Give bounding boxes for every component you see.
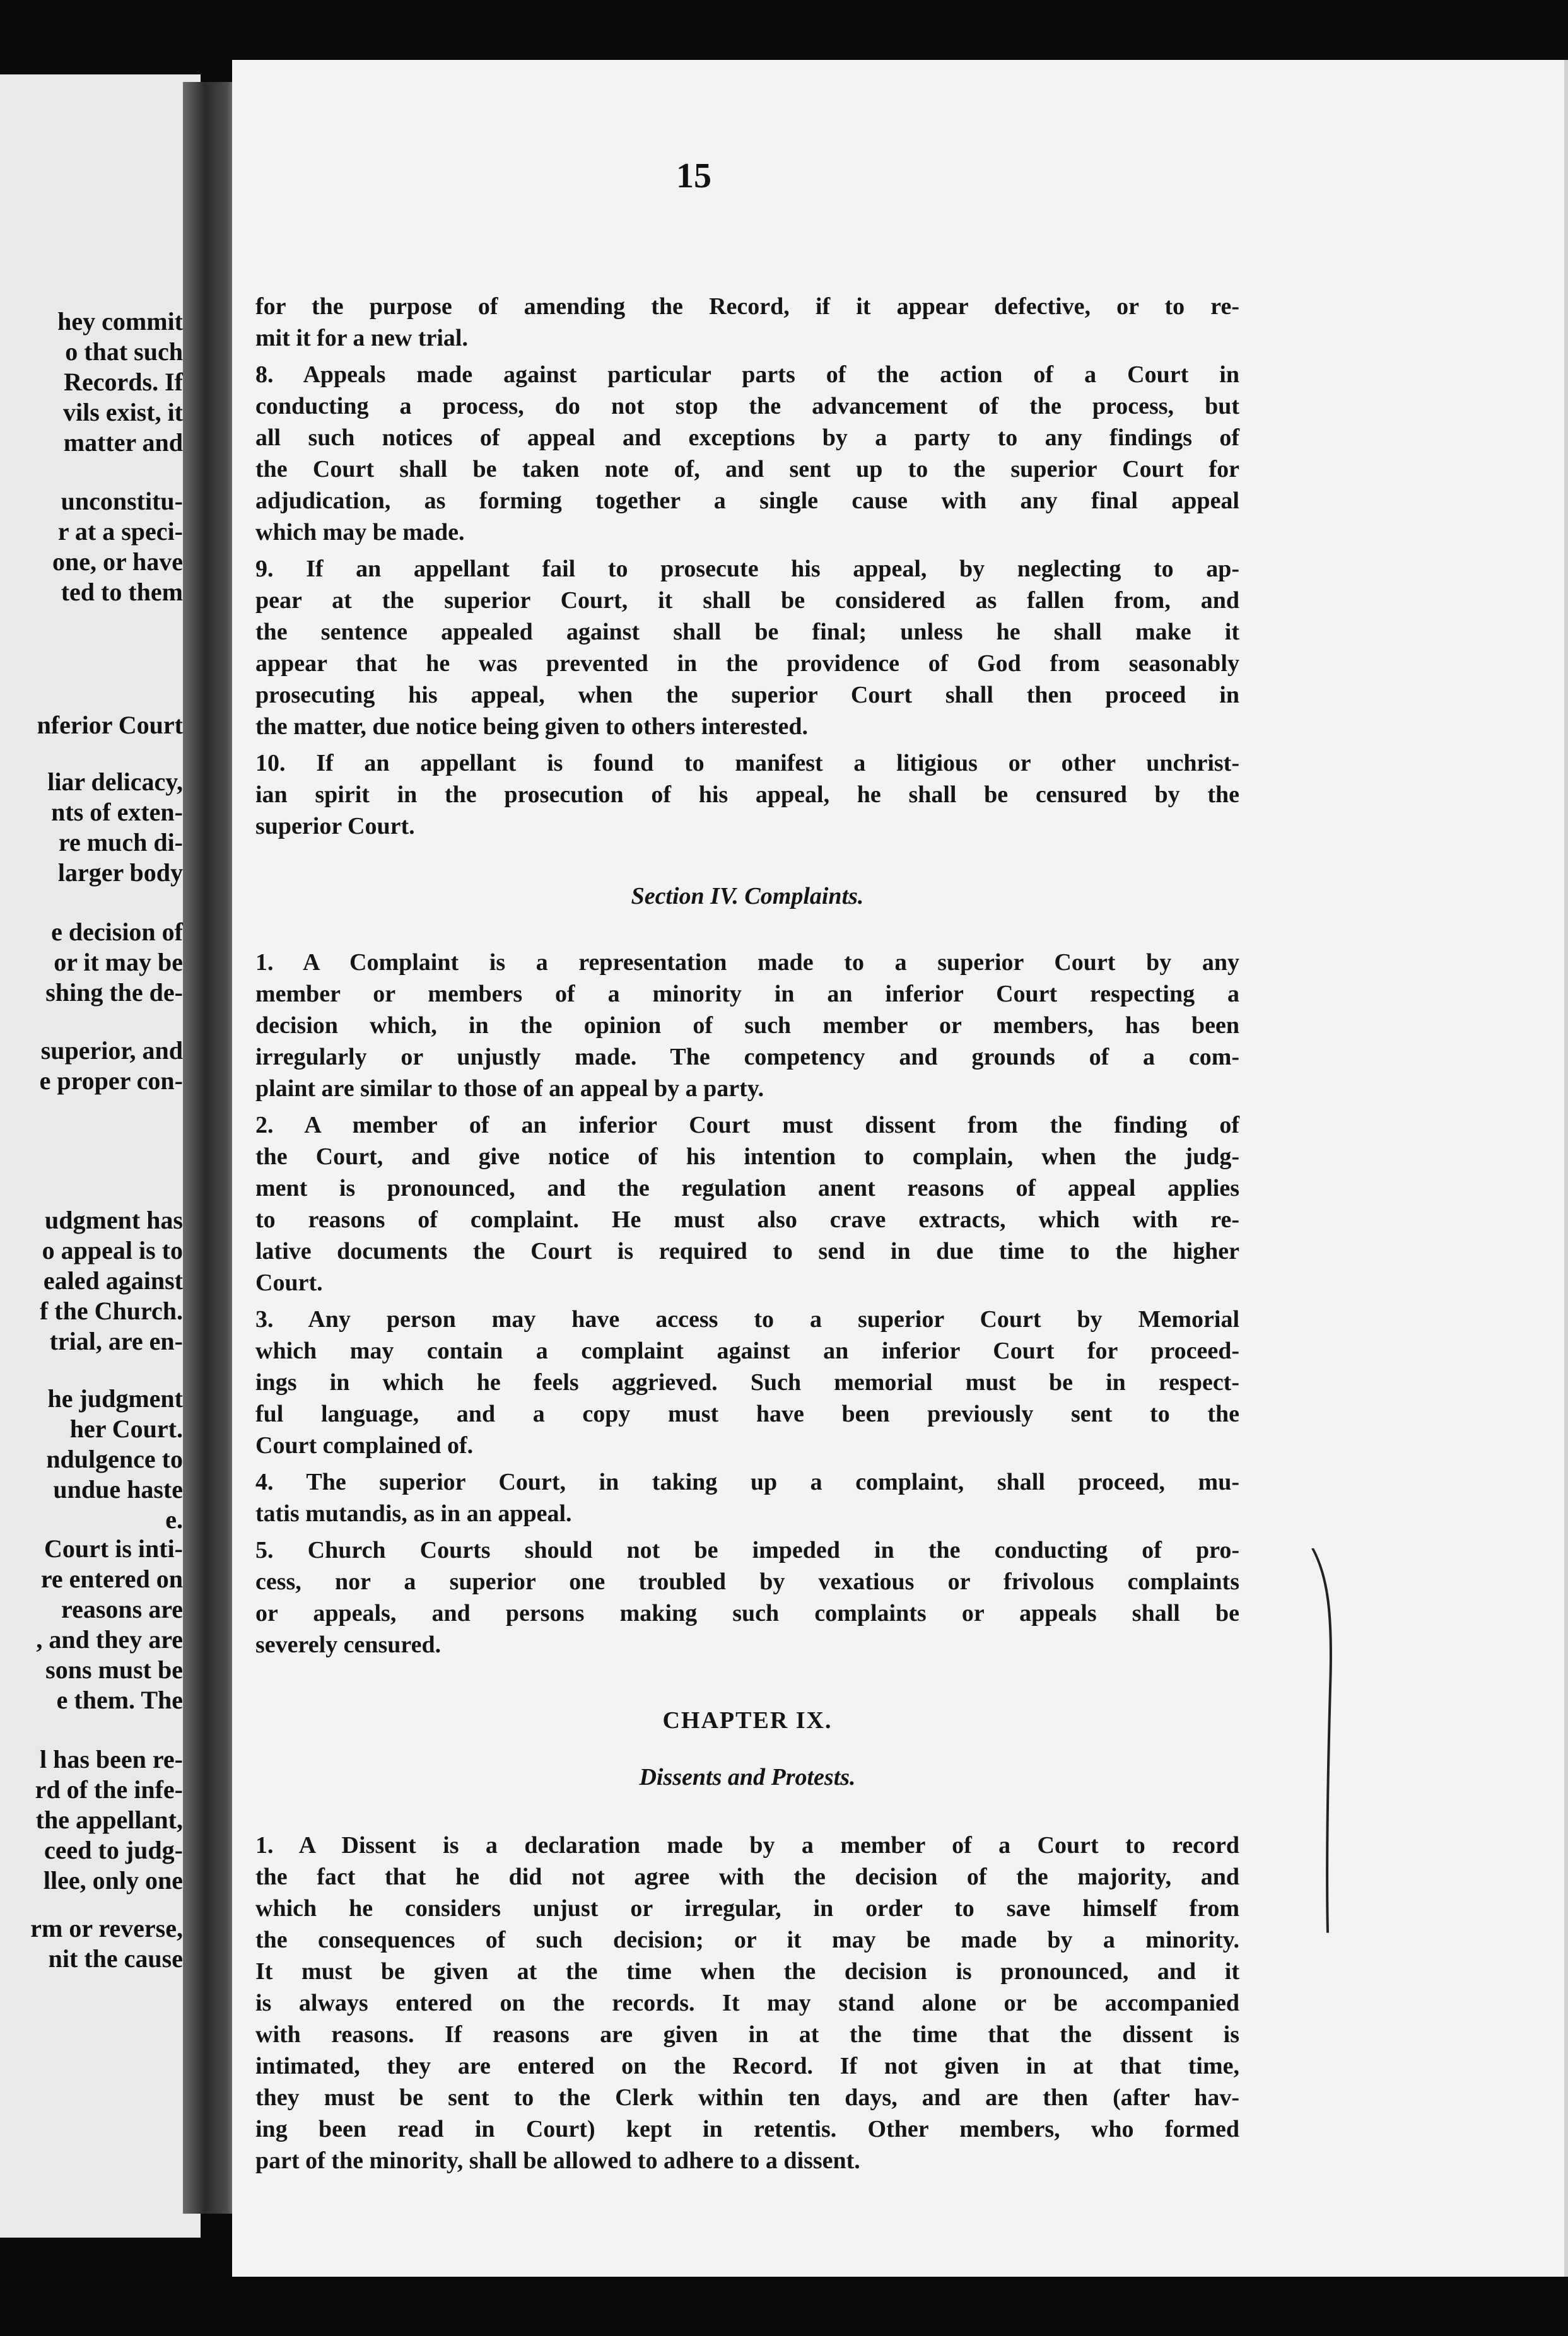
body-text-line: which may contain a complaint against an inferior Court for proceed- [255, 1338, 1239, 1364]
body-text-line: ing been read in Court) kept in retentis. Other members, who formed [255, 2116, 1239, 2142]
body-text-line: with reasons. If reasons are given in at the time that the dissent is [255, 2021, 1239, 2048]
left-page-line: undue haste [53, 1475, 183, 1504]
left-page-line: nit the cause [48, 1944, 183, 1973]
left-page-line: o that such [65, 337, 183, 366]
left-page-line: o appeal is to [42, 1236, 183, 1264]
body-text-line: the Court shall be taken note of, and sent up to the superior Court for [255, 456, 1239, 482]
body-text-line: adjudication, as forming together a single cause with any final appeal [255, 488, 1239, 514]
left-page-line: re entered on [40, 1565, 183, 1593]
left-page-line: hey commit [57, 307, 183, 336]
left-page-line: , and they are [36, 1625, 183, 1654]
left-page-line: e decision of [51, 918, 183, 946]
body-text-line: ings in which he feels aggrieved. Such memorial must be in respect- [255, 1369, 1239, 1396]
page-number: 15 [676, 156, 711, 196]
left-page-line: rm or reverse, [30, 1914, 183, 1942]
body-text-line: they must be sent to the Clerk within ten days, and are then (after hav- [255, 2084, 1239, 2111]
section-heading: Dissents and Protests. [639, 1764, 856, 1790]
body-text-line: the sentence appealed against shall be final; unless he shall make it [255, 619, 1239, 645]
body-text-line: 9. If an appellant fail to prosecute his appeal, by neglecting to ap- [255, 556, 1239, 582]
body-text-line: which may be made. [255, 519, 465, 546]
body-text-line: plaint are similar to those of an appeal by a party. [255, 1075, 764, 1102]
body-text-line: Court. [255, 1270, 323, 1296]
body-text-line: tatis mutandis, as in an appeal. [255, 1500, 572, 1527]
left-page-line: her Court. [69, 1415, 183, 1443]
left-page-line: r at a speci- [57, 517, 183, 546]
body-text-line: superior Court. [255, 813, 415, 839]
left-page-line: sons must be [45, 1656, 183, 1684]
left-page-line: e. [165, 1505, 183, 1534]
left-page-line: reasons are [61, 1595, 183, 1623]
left-page-line: ealed against [43, 1266, 183, 1295]
left-page-line: shing the de- [45, 978, 183, 1007]
body-text-line: 10. If an appellant is found to manifest a litigious or other unchrist- [255, 750, 1239, 776]
left-page-line: ted to them [61, 578, 183, 606]
section-heading: Section IV. Complaints. [631, 883, 864, 909]
body-text-line: the matter, due notice being given to others interested. [255, 713, 808, 740]
body-text-line: decision which, in the opinion of such member or members, has been [255, 1012, 1239, 1039]
left-page-line: larger body [57, 858, 183, 887]
left-page-line: Court is inti- [44, 1534, 183, 1563]
body-text-line: the fact that he did not agree with the decision of the majority, and [255, 1864, 1239, 1890]
left-page-line: liar delicacy, [47, 768, 183, 796]
body-text-line: ful language, and a copy must have been previously sent to the [255, 1401, 1239, 1427]
body-text-line: irregularly or unjustly made. The competency and grounds of a com- [255, 1044, 1239, 1070]
body-text-line: to reasons of complaint. He must also crave extracts, which with re- [255, 1206, 1239, 1233]
body-text-line: ian spirit in the prosecution of his appeal, he shall be censured by the [255, 781, 1239, 808]
body-text-line: 3. Any person may have access to a superior Court by Memorial [255, 1306, 1239, 1333]
left-page-line: e them. The [56, 1686, 183, 1714]
body-text-line: the consequences of such decision; or it may be made by a minority. [255, 1927, 1239, 1953]
left-page-line: f the Church. [39, 1297, 183, 1325]
left-page-line: he judgment [47, 1384, 183, 1413]
left-page-line: udgment has [45, 1206, 183, 1234]
body-text-line: is always entered on the records. It may stand alone or be accompanied [255, 1990, 1239, 2016]
body-text-line: 5. Church Courts should not be impeded in the conducting of pro- [255, 1537, 1239, 1563]
left-page-line: the appellant, [35, 1806, 183, 1834]
body-text-line: intimated, they are entered on the Record. If not given in at that time, [255, 2053, 1239, 2079]
body-text-line: conducting a process, do not stop the advancement of the process, but [255, 393, 1239, 419]
left-page-line: Records. If [64, 368, 183, 396]
body-text-line: appear that he was prevented in the providence of God from seasonably [255, 650, 1239, 677]
body-text-line: It must be given at the time when the decision is pronounced, and it [255, 1958, 1239, 1985]
left-page-line: e proper con- [39, 1066, 183, 1095]
body-text-line: 4. The superior Court, in taking up a complaint, shall proceed, mu- [255, 1469, 1239, 1495]
left-page-line: nferior Court [37, 711, 183, 739]
left-page-line: one, or have [52, 547, 183, 576]
left-page-line: ceed to judg- [44, 1836, 183, 1864]
left-page-line: trial, are en- [49, 1327, 183, 1355]
left-page-line: nts of exten- [51, 798, 183, 826]
body-text-line: Court complained of. [255, 1432, 474, 1459]
left-page-line: or it may be [54, 948, 183, 976]
section-heading: CHAPTER IX. [662, 1707, 833, 1734]
body-text-line: 2. A member of an inferior Court must dissent from the finding of [255, 1112, 1239, 1138]
body-text-line: 1. A Complaint is a representation made to a superior Court by any [255, 949, 1239, 976]
body-text-line: or appeals, and persons making such complaints or appeals shall be [255, 1600, 1239, 1626]
body-text-line: part of the minority, shall be allowed to adhere to a dissent. [255, 2147, 860, 2174]
left-page-line: matter and [63, 428, 183, 457]
left-page-line: re much di- [58, 828, 183, 856]
body-text-line: mit it for a new trial. [255, 325, 468, 351]
body-text-line: pear at the superior Court, it shall be considered as fallen from, and [255, 587, 1239, 614]
left-page-line: unconstitu- [61, 487, 183, 515]
body-text-line: lative documents the Court is required to send in due time to the higher [255, 1238, 1239, 1264]
body-text-line: prosecuting his appeal, when the superior Court shall then proceed in [255, 682, 1239, 708]
body-text-line: for the purpose of amending the Record, if it appear defective, or to re- [255, 293, 1239, 320]
left-page-line: llee, only one [43, 1866, 183, 1895]
body-text-line: 1. A Dissent is a declaration made by a member of a Court to record [255, 1832, 1239, 1859]
body-text-line: the Court, and give notice of his intention to complain, when the judg- [255, 1143, 1239, 1170]
body-text-line: which he considers unjust or irregular, in order to save himself from [255, 1895, 1239, 1922]
margin-bracket-mark [1309, 1548, 1334, 2072]
left-page-line: ndulgence to [46, 1445, 183, 1473]
body-text-line: member or members of a minority in an inferior Court respecting a [255, 981, 1239, 1007]
left-page-line: rd of the infe- [35, 1775, 183, 1804]
body-text-line: all such notices of appeal and exceptions by a party to any findings of [255, 424, 1239, 451]
body-text-line: 8. Appeals made against particular parts of the action of a Court in [255, 361, 1239, 388]
body-text-line: severely censured. [255, 1632, 442, 1658]
body-text-line: ment is pronounced, and the regulation anent reasons of appeal applies [255, 1175, 1239, 1201]
left-facing-page [0, 74, 201, 2238]
left-page-line: l has been re- [39, 1745, 183, 1773]
body-text-line: cess, nor a superior one troubled by vexatious or frivolous complaints [255, 1568, 1239, 1595]
left-page-line: superior, and [40, 1036, 183, 1065]
left-page-line: vils exist, it [63, 398, 183, 426]
